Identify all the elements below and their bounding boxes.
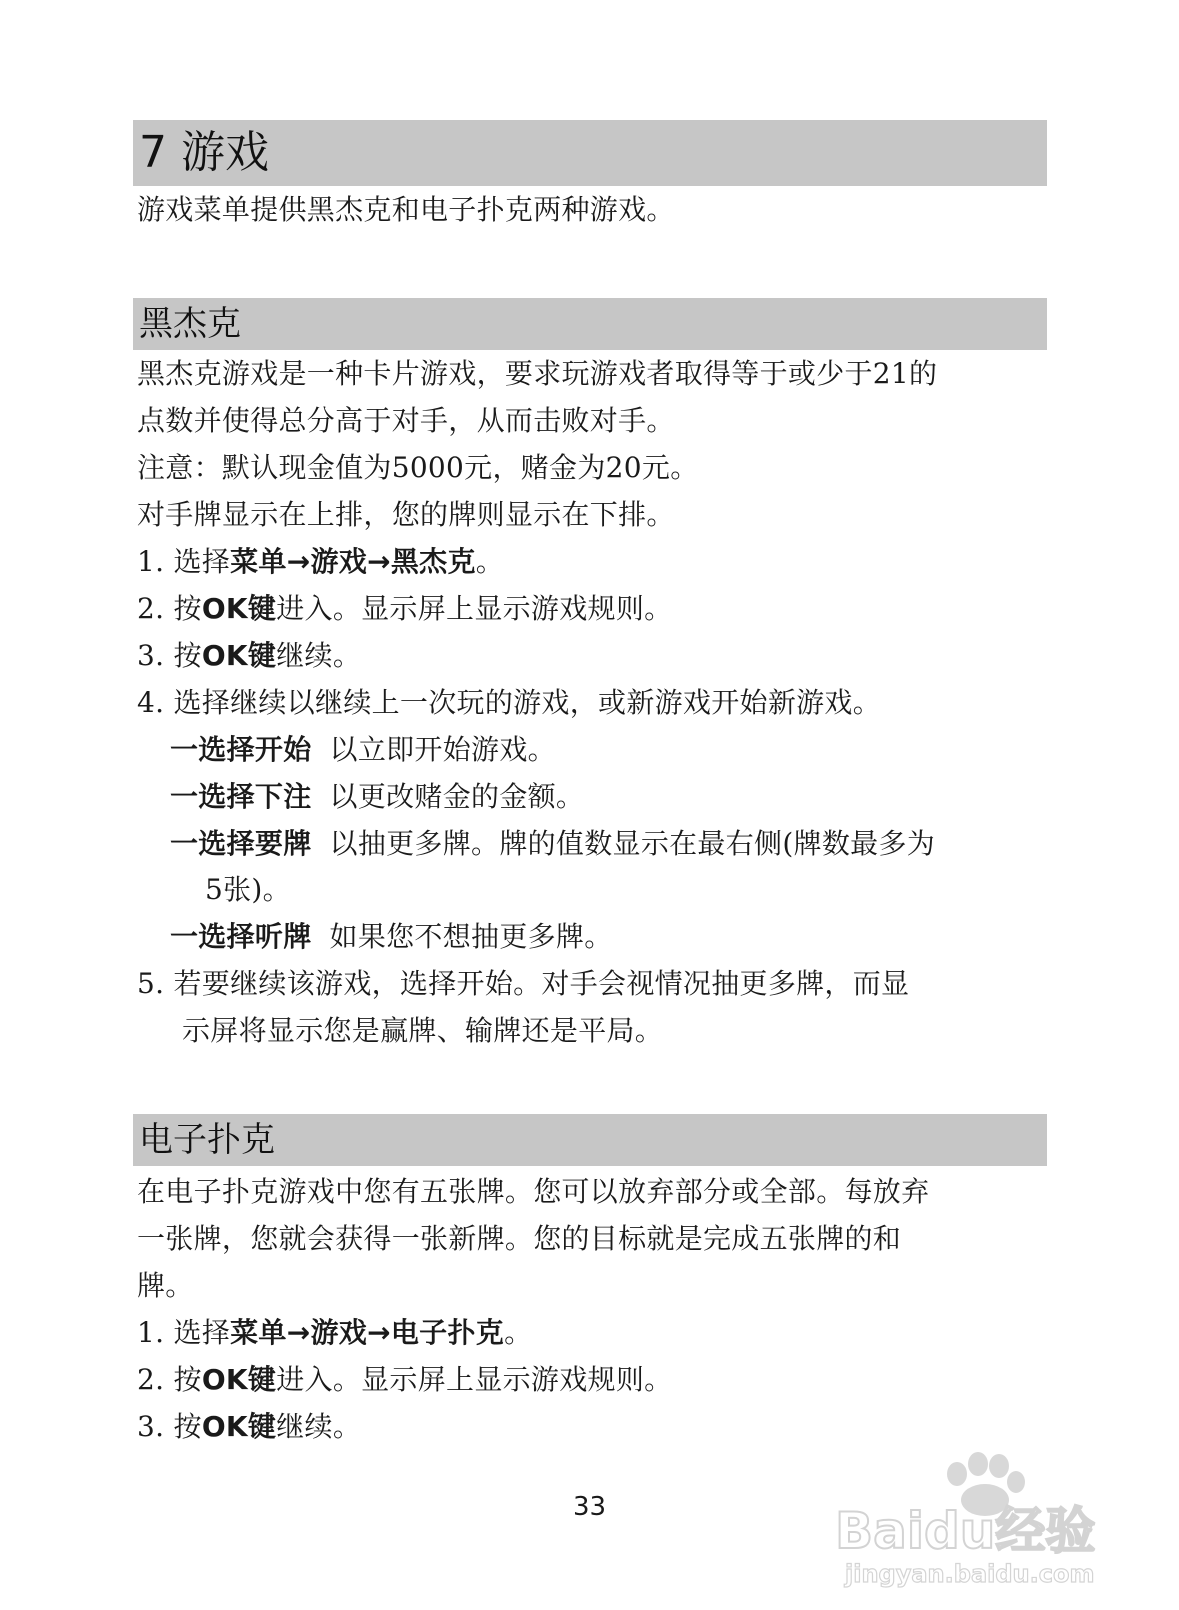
blackjack-step-3 <box>137 638 361 674</box>
blackjack-step-4: 4. 选择继续以继续上一次玩的游戏，或新游戏开始新游戏。 <box>137 686 882 719</box>
chapter-heading: 7 游戏 <box>133 120 1047 186</box>
blackjack-note: 注意：默认现金值为5000元，赌金为20元。 <box>137 451 699 484</box>
poker-step-2 <box>137 1362 672 1398</box>
option-label: 一选择下注 <box>170 780 312 813</box>
option-label: 一选择开始 <box>170 733 312 766</box>
blackjack-step-2 <box>137 591 672 627</box>
blackjack-desc-line-2: 点数并使得总分高于对手，从而击败对手。 <box>137 404 675 437</box>
step-text: 。 <box>475 545 505 578</box>
ok-key-label: OK键 <box>201 639 277 672</box>
blackjack-step-1 <box>137 544 504 580</box>
blackjack-step-5: 5. 若要继续该游戏，选择开始。对手会视情况抽更多牌，而显 <box>137 967 910 1000</box>
poker-desc-line-2: 一张牌，您就会获得一张新牌。您的目标就是完成五张牌的和 <box>137 1222 902 1255</box>
blackjack-heading: 黑杰克 <box>133 298 1047 350</box>
step-text: 1. 选择 <box>137 545 231 578</box>
ok-key-label: OK键 <box>201 592 277 625</box>
step-text: 。 <box>504 1316 533 1349</box>
watermark-logo-text: Baidu经验 <box>835 1502 1096 1560</box>
blackjack-step-5-continued: 示屏将显示您是赢牌、输牌还是平局。 <box>182 1014 664 1047</box>
baidu-jingyan-watermark <box>835 1452 1135 1592</box>
step-text: 1. 选择 <box>137 1316 231 1349</box>
option-hit-continued: 5张)。 <box>205 873 291 906</box>
chapter-intro: 游戏菜单提供黑杰克和电子扑克两种游戏。 <box>137 193 675 226</box>
option-text: 以更改赌金的金额。 <box>329 780 585 813</box>
blackjack-desc-line-1: 黑杰克游戏是一种卡片游戏，要求玩游戏者取得等于或少于21的 <box>137 357 938 390</box>
step-text: 进入。显示屏上显示游戏规则。 <box>276 592 673 625</box>
option-text: 如果您不想抽更多牌。 <box>329 920 613 953</box>
ok-key-label: OK键 <box>201 1363 277 1396</box>
step-text: 2. 按 <box>137 592 202 625</box>
option-bet <box>170 779 584 815</box>
poker-heading: 电子扑克 <box>133 1114 1047 1166</box>
option-text: 以抽更多牌。牌的值数显示在最右侧(牌数最多为 <box>329 827 936 860</box>
poker-desc-line-3: 牌。 <box>137 1269 194 1302</box>
menu-path: 菜单→游戏→电子扑克 <box>230 1316 505 1349</box>
option-hit <box>170 826 935 862</box>
step-text: 继续。 <box>276 639 362 672</box>
option-label: 一选择要牌 <box>170 827 312 860</box>
poker-desc-line-1: 在电子扑克游戏中您有五张牌。您可以放弃部分或全部。每放弃 <box>137 1175 930 1208</box>
step-text: 进入。显示屏上显示游戏规则。 <box>276 1363 673 1396</box>
step-text: 2. 按 <box>137 1363 202 1396</box>
option-start <box>170 732 556 768</box>
step-text: 3. 按 <box>137 1410 202 1443</box>
page-number: 33 <box>572 1492 607 1522</box>
step-text: 3. 按 <box>137 639 202 672</box>
option-label: 一选择听牌 <box>170 920 312 953</box>
poker-step-3 <box>137 1409 361 1445</box>
watermark-url: jingyan.baidu.com <box>845 1560 1095 1588</box>
step-text: 继续。 <box>276 1410 362 1443</box>
blackjack-layout-note: 对手牌显示在上排，您的牌则显示在下排。 <box>137 498 675 531</box>
option-text: 以立即开始游戏。 <box>329 733 556 766</box>
option-stand <box>170 919 613 955</box>
poker-step-1 <box>137 1315 532 1351</box>
ok-key-label: OK键 <box>201 1410 277 1443</box>
menu-path: 菜单→游戏→黑杰克 <box>230 545 476 578</box>
